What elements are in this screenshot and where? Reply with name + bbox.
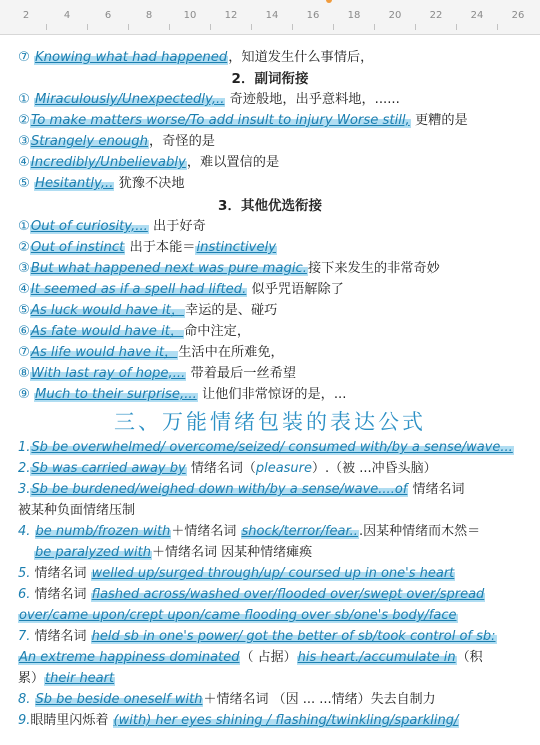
list-item: be paralyzed with＋情绪名词 因某种情绪瘫痪 xyxy=(35,545,313,560)
list-item: 1.Sb be overwhelmed/ overcome/seized/ consumed with/by a sense/wave... xyxy=(18,440,513,455)
list-item: ⑥As fate would have it，命中注定， xyxy=(18,324,251,339)
list-item: ⑤ Hesitantly,.. 犹豫不决地 xyxy=(18,176,185,191)
ruler-tick: 24 xyxy=(470,10,484,21)
list-item: 被某种负面情绪压制 xyxy=(18,503,136,518)
list-item: 8. Sb be beside oneself with＋情绪名词 （因 ... ...情绪）失去自制力 xyxy=(18,692,436,707)
list-item: 3.Sb be burdened/weighed down with/by a sense/wave....of 情绪名词 xyxy=(18,482,465,497)
list-item: ⑧With last ray of hope,... 带着最后一丝希望 xyxy=(18,366,297,381)
ruler-tick: 18 xyxy=(347,10,361,21)
ruler-tick: 8 xyxy=(145,10,153,21)
list-item: 9.眼睛里闪烁着 (with) her eyes shining / flashing/twinkling/sparkling/ xyxy=(18,713,459,728)
list-item: 2.Sb was carried away by 情绪名词（pleasure）.（被 ...冲昏头脑） xyxy=(18,461,437,476)
ruler-tick: 20 xyxy=(388,10,402,21)
list-item: ④It seemed as if a spell had lifted. 似乎咒语解除了 xyxy=(18,282,344,297)
list-item: 7. 情绪名词 held sb in one's power/ got the better of sb/took control of sb: xyxy=(18,629,496,644)
list-item: over/came upon/crept upon/came flooding over sb/one's body/face xyxy=(19,608,457,623)
list-item: 6. 情绪名词 flashed across/washed over/flooded over/swept over/spread xyxy=(18,587,485,602)
list-item: ⑦As life would have it，生活中在所难免， xyxy=(18,345,284,360)
ruler-tick: 10 xyxy=(183,10,197,21)
ruler-tick: 4 xyxy=(63,10,71,21)
list-item: 4. be numb/frozen with＋情绪名词 shock/terror/fear...因某种情绪而木然＝ xyxy=(18,524,481,539)
ruler-marker xyxy=(326,0,332,3)
list-item: An extreme happiness dominated（ 占据）his heart./accumulate in（积 xyxy=(19,650,483,665)
ruler-tick: 2 xyxy=(22,10,30,21)
list-item: ③Strangely enough，奇怪的是 xyxy=(18,134,215,149)
ruler-tick: 22 xyxy=(429,10,443,21)
list-item: ②To make matters worse/To add insult to injury Worse still, 更糟的是 xyxy=(18,113,468,128)
list-item: ⑦ Knowing what had happened，知道发生什么事情后， xyxy=(18,50,374,65)
ruler-tick: 16 xyxy=(306,10,320,21)
section-title-handwritten: 三、万能情绪包装的表达公式 xyxy=(114,410,426,434)
ruler-tick: 6 xyxy=(104,10,112,21)
ruler-tick: 14 xyxy=(265,10,279,21)
list-item: ⑤As luck would have it，幸运的是、碰巧 xyxy=(18,303,278,318)
list-item: ① Miraculously/Unexpectedly,.. 奇迹般地，出乎意料地，...... xyxy=(18,92,400,107)
ruler-tick: 26 xyxy=(511,10,525,21)
list-item: ③But what happened next was pure magic.接下来发生的非常奇妙 xyxy=(18,261,440,276)
list-item: ④Incredibly/Unbelievably，难以置信的是 xyxy=(18,155,280,170)
list-item: ②Out of instinct 出于本能＝instinctively xyxy=(18,240,277,255)
list-item: ⑨ Much to their surprise,... 让他们非常惊讶的是，... xyxy=(18,387,347,402)
list-item: 5. 情绪名词 welled up/surged through/up/ coursed up in one's heart xyxy=(18,566,455,581)
section-heading: 2．副词衔接 xyxy=(231,71,309,87)
list-item: 累）their heart xyxy=(18,671,115,686)
ruler-tick: 12 xyxy=(224,10,238,21)
ruler xyxy=(0,0,540,35)
section-heading: 3．其他优选衔接 xyxy=(218,198,322,214)
list-item: ①Out of curiosity,... 出于好奇 xyxy=(18,219,206,234)
